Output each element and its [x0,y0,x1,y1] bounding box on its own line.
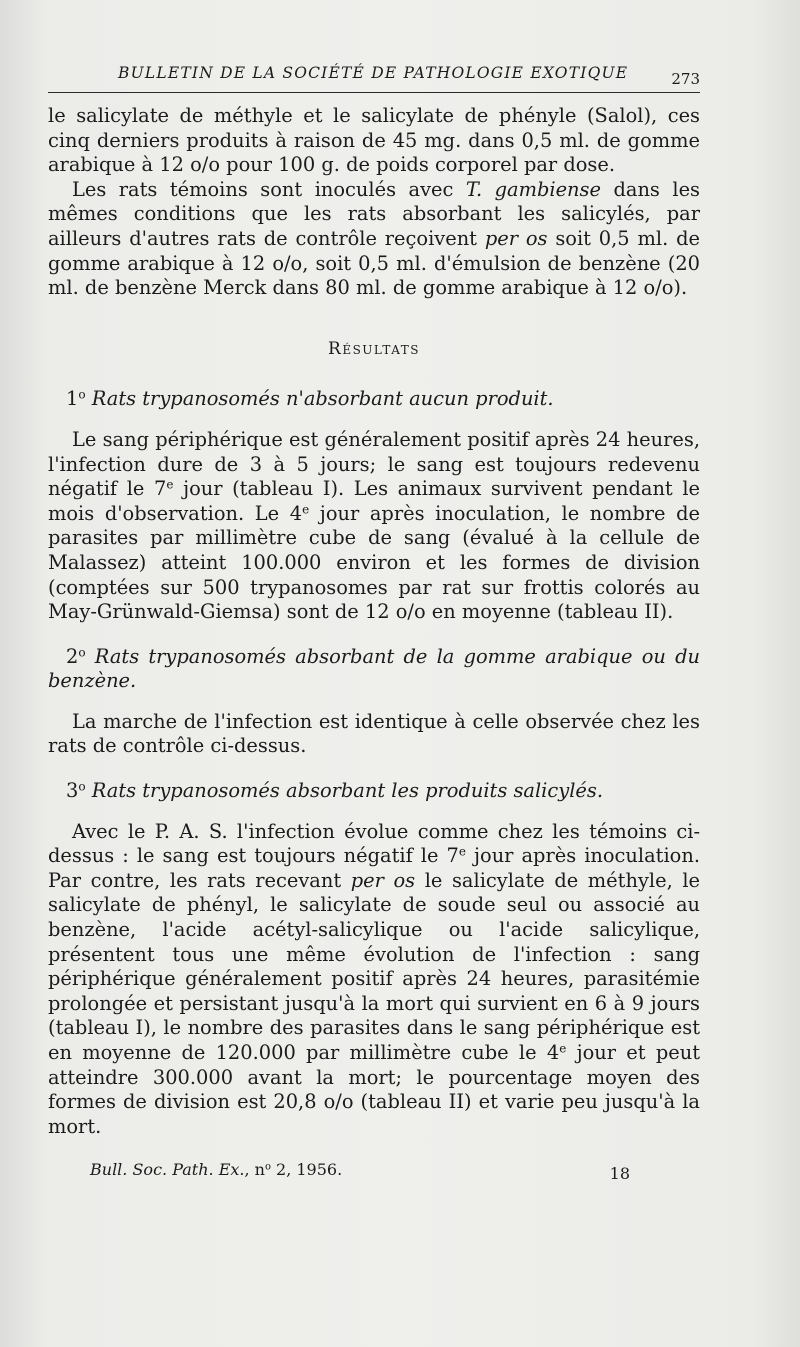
signature-folio: 18 [609,1164,630,1183]
sub3-sup-e2: e [559,1041,567,1056]
subsection-1-number: 1 [66,387,79,411]
sub3-text-d: jour et peut atteindre 300.000 avant la mort; le pourcentage moyen des formes de division est 20,8 o/o (tableau II) et varie peu jusqu'à la mort. [48,1041,701,1138]
subsection-1-paragraph [48,428,700,625]
intro-p2-text-b: dans les mêmes conditions que les rats absorbant les salicylés, par ailleurs d'autres rats de contrôle reçoivent [48,177,700,250]
sub1-sup-e1: e [166,477,174,492]
sub3-per-os-term: per os [350,868,416,892]
page-header [48,60,700,96]
article-body [48,104,700,1139]
sub1-text-b: jour (tableau I). Les animaux survivent pendant le mois d'observation. Le 4 [48,477,700,525]
sub3-text-c: le salicylate de méthyle, le salicylate de phényl, le salicylate de soude seul ou associé au benzène, l'acide acétyl-salicylique ou l'acide salicylique, présentent tous une même évolution de l'infection : sang périphérique généralement positif après 24 heures, parasitémie prolongée et persistant jusqu'à la mort qui survient en 6 à 9 jours (tableau I), le nombre des parasites dans le sang périphérique est en moyenne de 120.000 par millimètre cube le 4 [48,868,700,1064]
sub1-text-c: jour après inoculation, le nombre de parasites par millimètre cube de sang (évalué à la cellule de Malassez) atteint 100.000 environ et les formes de division (comptées sur 500 trypanosomes par rat sur frottis colorés au May-Grünwald-Giemsa) sont de 12 o/o en moyenne (tableau II). [48,501,700,624]
subsection-2-number: 2 [66,644,79,668]
intro-paragraph-2 [48,178,700,301]
header-rule [48,92,700,93]
subsection-1-title: Rats trypanosomés n'absorbant aucun produit. [91,387,554,411]
species-name: T. gambiense [465,177,601,201]
page-number: 273 [671,70,700,88]
intro-p2-text-c: soit 0,5 ml. de gomme arabique à 12 o/o, soit 0,5 ml. d'émulsion de benzène (20 ml. de benzène Merck dans 80 ml. de gomme arabique à 12 o/o). [48,226,700,300]
journal-citation: Bull. Soc. Path. Ex. [90,1160,245,1179]
subsection-2-paragraph: La marche de l'infection est identique à celle observée chez les rats de contrôle ci-dessus. [48,709,700,758]
journal-issue-ordinal: o [264,1161,271,1173]
subsection-1-ordinal: o [78,387,86,402]
per-os-term: per os [484,226,548,250]
subsection-1-heading [48,387,700,412]
subsection-2-title: Rats trypanosomés absorbant de la gomme arabique ou du benzène. [48,644,700,693]
subsection-3-paragraph [48,820,700,1140]
intro-paragraph-1: le salicylate de méthyle et le salicylate de phényle (Salol), ces cinq derniers produits à raison de 45 mg. dans 0,5 ml. de gomme arabique à 12 o/o pour 100 g. de poids corporel par dose. [48,104,700,177]
subsection-3-ordinal: o [78,779,86,794]
subsection-2-ordinal: o [78,645,86,660]
running-head: BULLETIN DE LA SOCIÉTÉ DE PATHOLOGIE EXOTIQUE [118,64,629,82]
sub3-text-b: jour après inoculation. Par contre, les rats recevant [48,844,700,892]
journal-issue-rest: 2, 1956. [270,1160,343,1179]
subsection-3-number: 3 [66,779,79,803]
sub3-sup-e1: e [458,844,466,859]
subsection-2-heading [48,645,700,694]
journal-issue-prefix: , n [244,1160,265,1179]
subsection-3-heading [48,779,700,804]
section-title: Résultats [328,338,420,359]
subsection-3-title: Rats trypanosomés absorbant les produits salicylés. [91,779,603,803]
page-footer [90,1160,630,1183]
intro-p2-text-a: Les rats témoins sont inoculés avec [72,177,466,201]
sub1-text-a: Le sang périphérique est généralement positif après 24 heures, l'infection dure de 3 à 5 jours; le sang est toujours redevenu négatif le 7 [48,427,700,501]
sub1-sup-e2: e [302,502,310,517]
sub3-text-a: Avec le P. A. S. l'infection évolue comme chez les témoins ci-dessus : le sang est toujours négatif le 7 [48,819,700,868]
